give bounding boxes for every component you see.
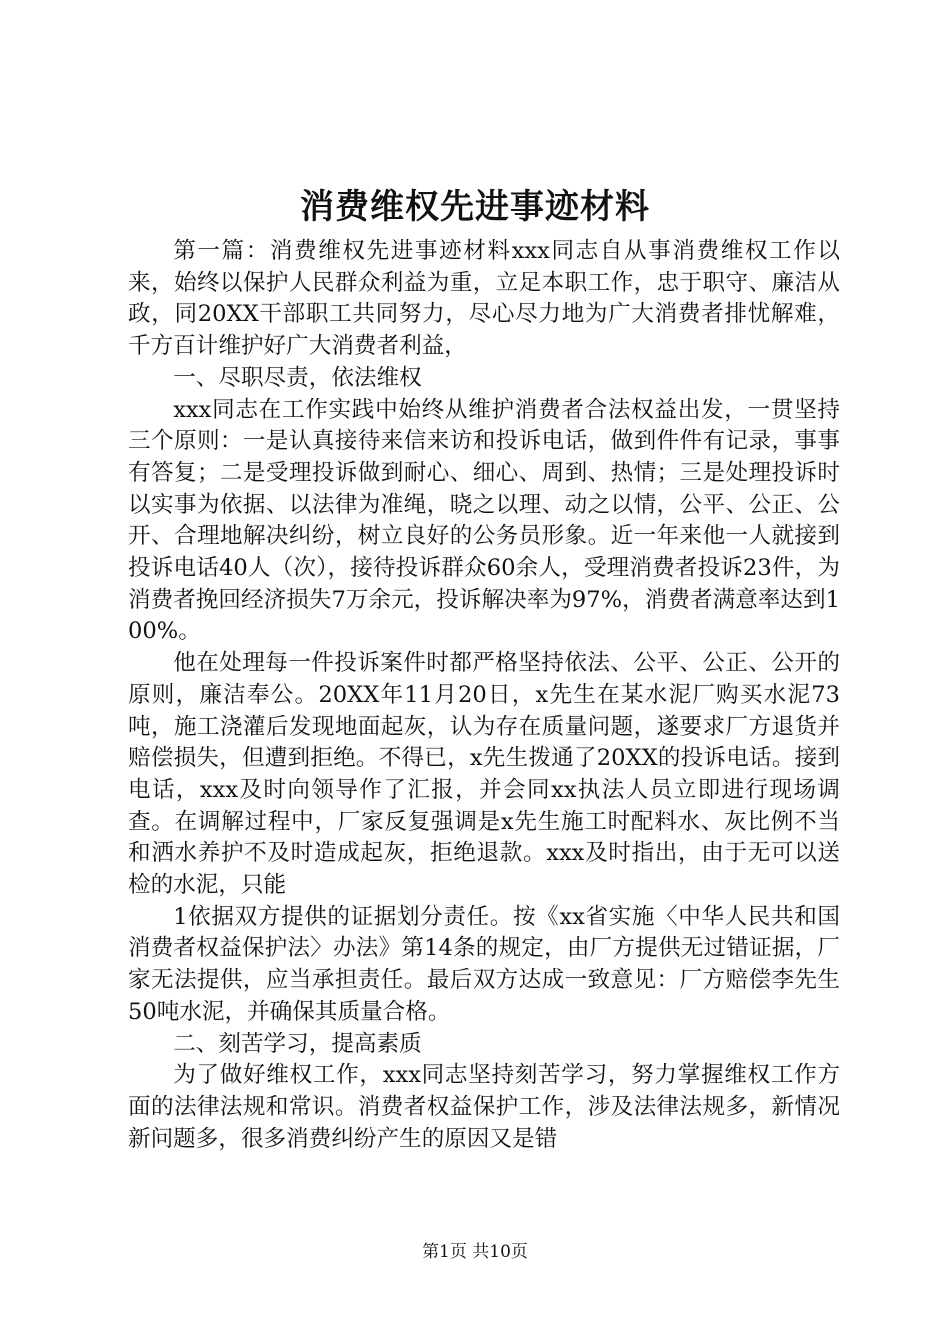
page-footer: 第1页 共10页 — [422, 1242, 528, 1262]
paragraph-study: 为了做好维权工作，xxx同志坚持刻苦学习，努力掌握维权工作方面的法律法规和常识。消费者权益保护工作，涉及法律法规多，新情况新问题多，很多消费纠纷产生的原因又是错 — [128, 1062, 840, 1152]
section-heading-1: 一、尽职尽责，依法维权 — [173, 364, 422, 391]
paragraph-resolution: 1依据双方提供的证据划分责任。按《xx省实施〈中华人民共和国消费者权益保护法〉办法》第14条的规定，由厂方提供无过错证据，厂家无法提供，应当承担责任。最后双方达成一致意见：厂方赔偿李先生50吨水泥，并确保其质量合格。 — [128, 903, 840, 1025]
section-heading-2: 二、刻苦学习，提高素质 — [173, 1030, 422, 1057]
document-title: 消费维权先进事迹材料 — [300, 187, 650, 227]
paragraph-intro: 第一篇：消费维权先进事迹材料xxx同志自从事消费维权工作以来，始终以保护人民群众利益为重，立足本职工作，忠于职守、廉洁从政，同20XX干部职工共同努力，尽心尽力地为广大消费者排忧解难，千方百计维护好广大消费者利益， — [128, 238, 840, 360]
paragraph-case: 他在处理每一件投诉案件时都严格坚持依法、公平、公正、公开的原则，廉洁奉公。20XX年11月20日，x先生在某水泥厂购买水泥73吨，施工浇灌后发现地面起灰，认为存在质量问题，遂要求厂方退货并赔偿损失，但遭到拒绝。不得已，x先生拨通了20XX的投诉电话。接到电话，xxx及时向领导作了汇报，并会同xx执法人员立即进行现场调查。在调解过程中，厂家反复强调是x先生施工时配料水、灰比例不当和洒水养护不及时造成起灰，拒绝退款。xxx及时指出，由于无可以送检的水泥，只能 — [128, 650, 840, 899]
paragraph-principles: xxx同志在工作实践中始终从维护消费者合法权益出发，一贯坚持三个原则：一是认真接待来信来访和投诉电话，做到件件有记录，事事有答复；二是受理投诉做到耐心、细心、周到、热情；三是处理投诉时以实事为依据、以法律为准绳，晓之以理、动之以情，公平、公正、公开、合理地解决纠纷，树立良好的公务员形象。近一年来他一人就接到投诉电话40人（次），接待投诉群众60余人，受理消费者投诉23件，为消费者挽回经济损失7万余元，投诉解决率为97%，消费者满意率达到100%。 — [128, 396, 840, 645]
document-body — [128, 236, 840, 1155]
